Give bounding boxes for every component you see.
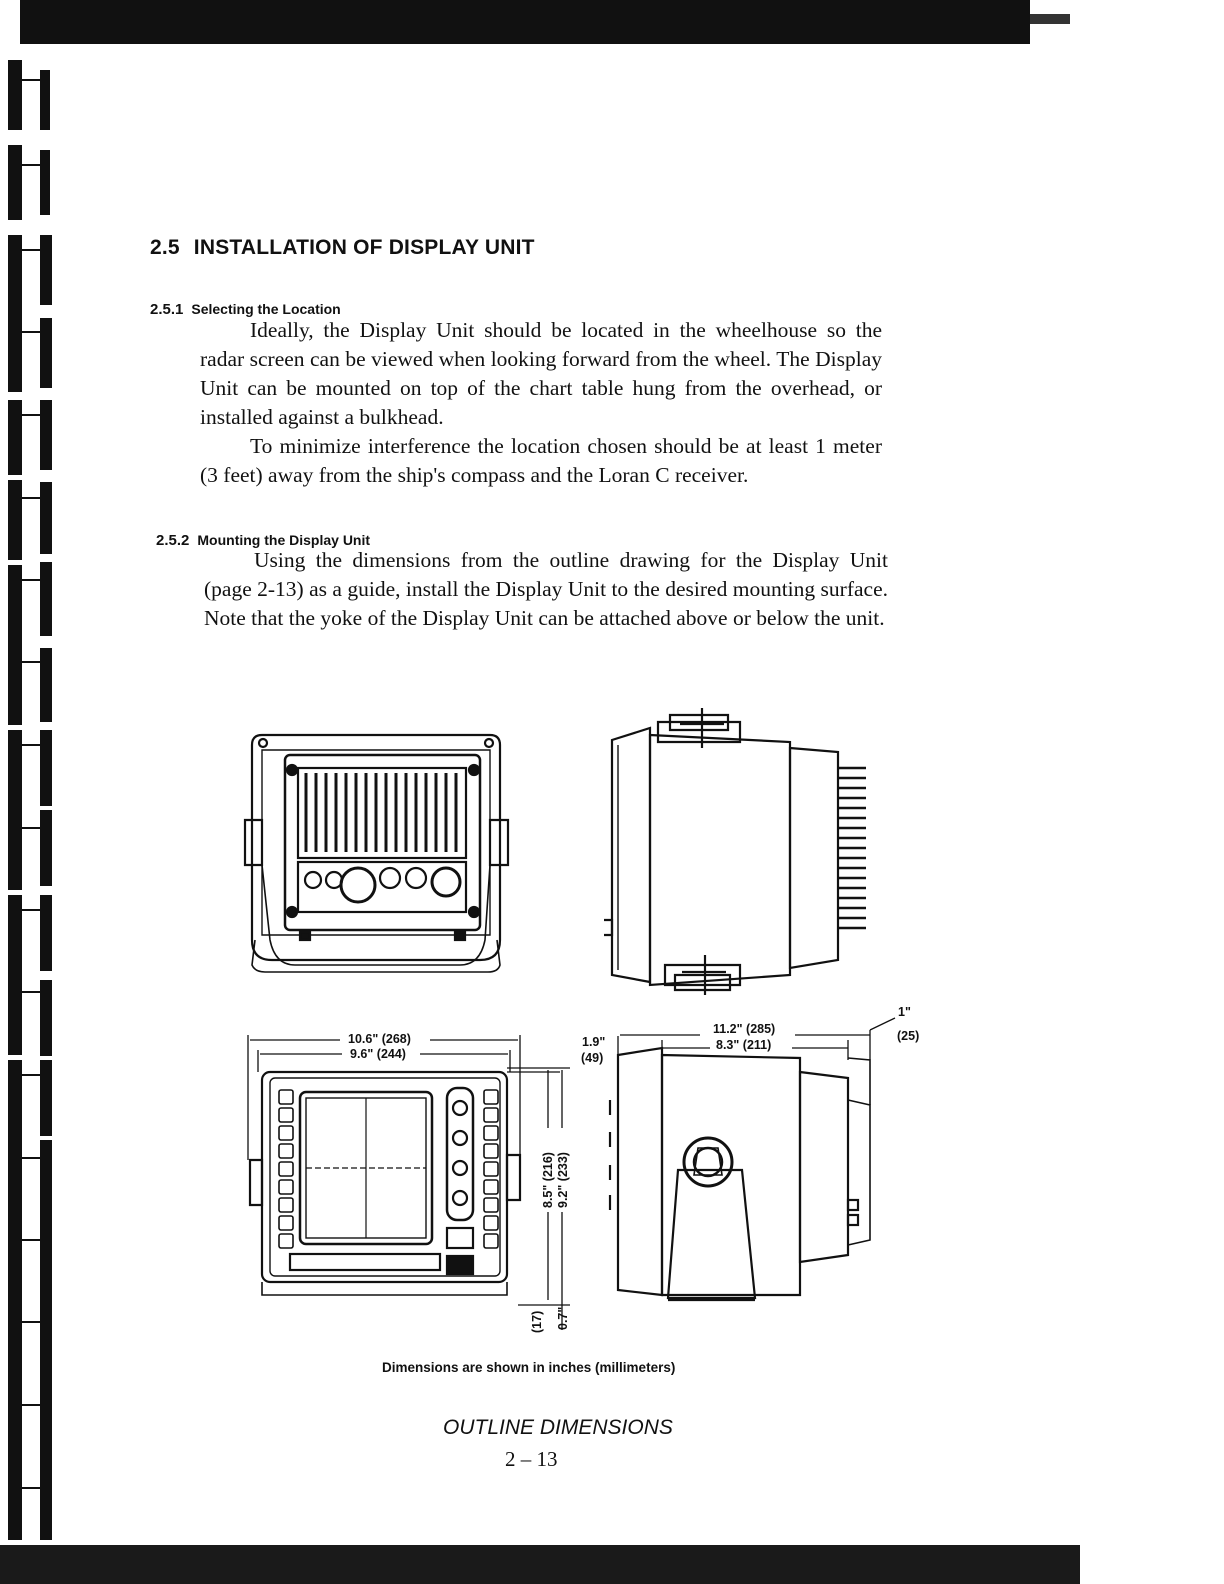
rear-view-drawing [245, 735, 508, 972]
subsection-title: Selecting the Location [191, 301, 341, 317]
dim-front-in: 1.9" [582, 1035, 606, 1049]
figure-title: OUTLINE DIMENSIONS [443, 1416, 673, 1439]
page-number: 2 – 13 [505, 1447, 558, 1471]
subsection-number: 2.5.2 [156, 532, 190, 549]
section-title: INSTALLATION OF DISPLAY UNIT [193, 236, 535, 259]
front-view-drawing [250, 1072, 520, 1295]
dim-depth-overall: 11.2" (285) [713, 1022, 776, 1036]
dim-width-overall: 10.6" (268) [348, 1032, 411, 1046]
figure-caption: Dimensions are shown in inches (millimeters) [382, 1360, 676, 1375]
paragraph: Using the dimensions from the outline drawing for the Display Unit (page 2-13) as a guide, install the Display Unit to the desired mounting surface. Note that the yoke of the Display Unit can be attached above or below the unit. [204, 548, 888, 630]
dim-base-in: 0.7" [556, 1306, 570, 1330]
side-view-drawing [604, 708, 866, 995]
dim-height-overall: 9.2" (233) [556, 1152, 570, 1208]
dim-width-inner: 9.6" (244) [350, 1047, 406, 1061]
dim-height-inner: 8.5" (216) [541, 1152, 555, 1208]
side-view-2-drawing [610, 1048, 870, 1300]
dim-depth-inner: 8.3" (211) [716, 1038, 772, 1052]
subsection-number: 2.5.1 [150, 301, 184, 318]
dim-rear-mm: (25) [897, 1029, 920, 1043]
subsection-title: Mounting the Display Unit [197, 532, 371, 548]
dimension-lines [248, 1018, 895, 1330]
dim-front-mm: (49) [581, 1051, 604, 1065]
paragraph: To minimize interference the location chosen should be at least 1 meter (3 feet) away from the ship's compass and the Loran C receiver. [200, 434, 882, 487]
section-number: 2.5 [150, 236, 180, 259]
paragraph: Ideally, the Display Unit should be located in the wheelhouse so the radar screen can be viewed when looking forward from the wheel. The Display Unit can be mounted on top of the chart table hung from the overhead, or installed against a bulkhead. [200, 318, 882, 429]
dim-base-mm: (17) [530, 1310, 544, 1333]
dim-rear-in: 1" [898, 1005, 911, 1019]
